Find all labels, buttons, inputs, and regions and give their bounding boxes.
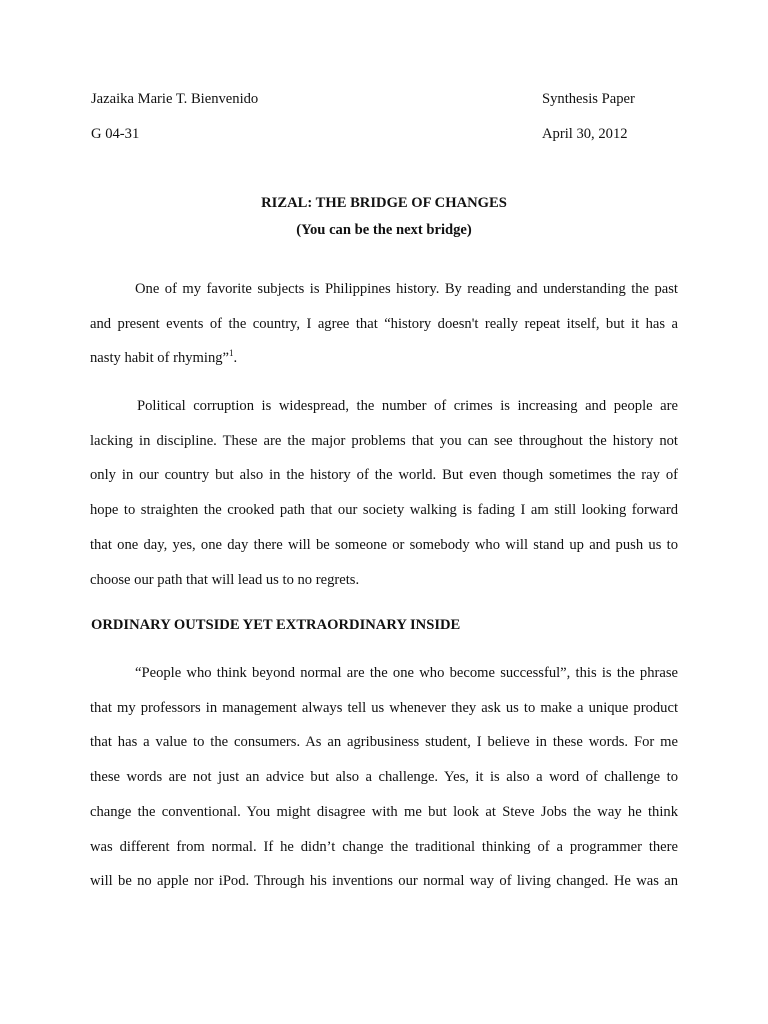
paragraph-2-line: choose our path that will lead us to no regrets. <box>90 571 360 588</box>
paragraph-3-line: change the conventional. You might disagree with me but look at Steve Jobs the way he think <box>90 803 678 820</box>
section-code: G 04-31 <box>91 126 140 142</box>
paragraph-2 <box>90 389 678 597</box>
paragraph-1-line: and present events of the country, I agree that “history doesn't really repeat itself, but it has a <box>90 315 678 332</box>
paragraph-1-end: . <box>233 350 238 367</box>
paragraph-2-line: Political corruption is widespread, the number of crimes is increasing and people are <box>137 398 678 414</box>
paragraph-1-line: One of my favorite subjects is Philippines history. By reading and understanding the past <box>135 281 678 297</box>
footnote-marker: 1 <box>229 348 234 359</box>
document-type: Synthesis Paper <box>542 91 635 107</box>
paragraph-2-line: only in our country but also in the history of the world. But even though sometimes the ray of <box>90 467 678 484</box>
section-heading: ORDINARY OUTSIDE YET EXTRAORDINARY INSIDE <box>91 617 461 633</box>
paragraph-3-line: that my professors in management always tell us whenever they ask us to make a unique product <box>90 699 678 716</box>
paragraph-3-line: “People who think beyond normal are the one who become successful”, this is the phrase <box>135 665 678 681</box>
author-name: Jazaika Marie T. Bienvenido <box>91 91 259 107</box>
paragraph-2-line: hope to straighten the crooked path that our society walking is fading I am still looking forward <box>90 502 678 519</box>
document-date: April 30, 2012 <box>542 126 628 142</box>
paragraph-1-last-line <box>90 341 678 376</box>
paragraph-3-line: these words are not just an advice but also a challenge. Yes, it is also a word of challenge to <box>90 769 678 786</box>
paragraph-2-line: that one day, yes, one day there will be someone or somebody who will stand up and push us to <box>90 536 678 553</box>
paragraph-1 <box>90 272 678 376</box>
paragraph-2-line: lacking in discipline. These are the major problems that you can see throughout the history not <box>90 432 678 449</box>
paragraph-3-line: was different from normal. If he didn’t change the traditional thinking of a programmer there <box>90 838 678 855</box>
paragraph-1-line: nasty habit of rhyming” <box>90 350 230 367</box>
document-title: RIZAL: THE BRIDGE OF CHANGES <box>261 195 507 211</box>
document-subtitle: (You can be the next bridge) <box>296 222 472 238</box>
paragraph-3-line: that has a value to the consumers. As an agribusiness student, I believe in these words. For me <box>90 734 678 751</box>
paragraph-3-line: will be no apple nor iPod. Through his inventions our normal way of living changed. He was an <box>90 873 678 890</box>
paragraph-3 <box>90 656 678 899</box>
